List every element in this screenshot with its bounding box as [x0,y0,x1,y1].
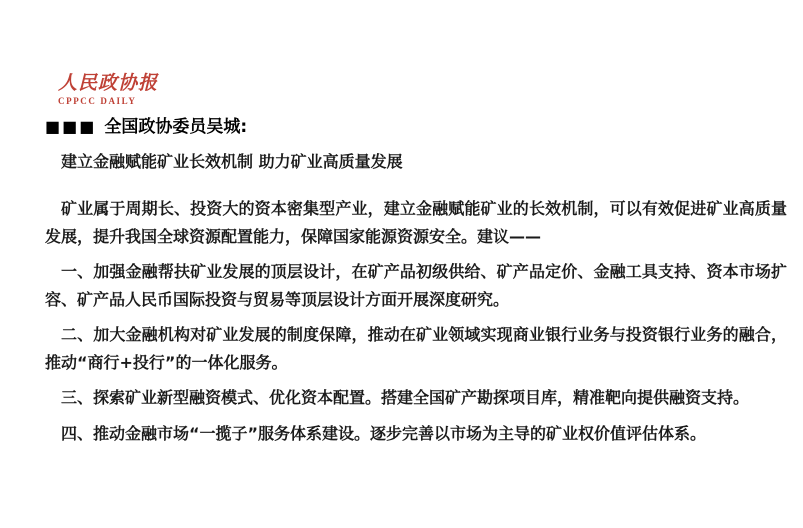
kicker-line [45,117,787,137]
black-squares-icon: ■■■ [45,116,97,136]
paragraph-point-2: 二、加大金融机构对矿业发展的制度保障，推动在矿业领域实现商业银行业务与投资银行业务的融合，推动“商行+投行”的一体化服务。 [45,325,787,373]
paragraph-point-3: 三、探索矿业新型融资模式、优化资本配置。搭建全国矿产勘探项目库，精准靶向提供融资支持。 [61,388,750,408]
kicker-text: 全国政协委员吴城: [104,116,248,137]
masthead [58,74,787,106]
paragraph-point-4: 四、推动金融市场“一揽子”服务体系建设。逐步完善以市场为主导的矿业权价值评估体系。 [61,424,707,444]
article-title: 建立金融赋能矿业长效机制 助力矿业高质量发展 [61,152,403,172]
cppcc-daily-logo-subtitle: CPPCC DAILY [58,95,137,106]
paragraph-point-1: 一、加强金融帮扶矿业发展的顶层设计，在矿产品初级供给、矿产品定价、金融工具支持、资本市场扩容、矿产品人民币国际投资与贸易等顶层设计方面开展深度研究。 [45,262,787,310]
paragraph-intro: 矿业属于周期长、投资大的资本密集型产业，建立金融赋能矿业的长效机制，可以有效促进矿业高质量发展，提升我国全球资源配置能力，保障国家能源资源安全。建议—— [45,199,787,247]
cppcc-daily-logo: 人民政协报 [58,72,159,94]
